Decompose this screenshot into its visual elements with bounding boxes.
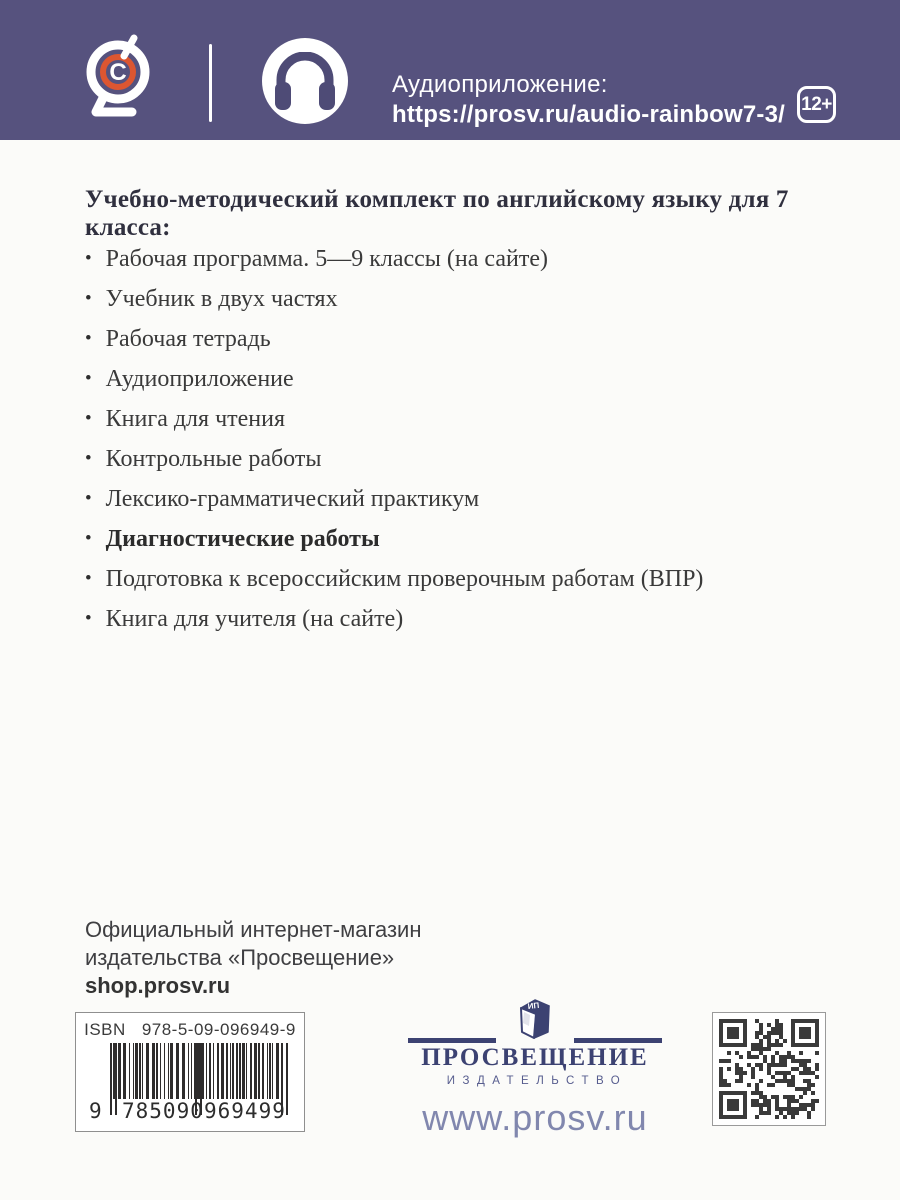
kit-list-item bbox=[85, 280, 805, 320]
bullet-icon: • bbox=[85, 568, 92, 589]
svg-text:ИП: ИП bbox=[527, 1000, 540, 1011]
qr-code bbox=[712, 1012, 826, 1126]
bullet-icon: • bbox=[85, 488, 92, 509]
rainbow-series-logo-icon bbox=[82, 30, 154, 126]
audio-app-label: Аудиоприложение: bbox=[392, 71, 608, 98]
kit-item-label: Диагностические работы bbox=[105, 526, 380, 552]
shop-line-2: издательства «Просвещение» bbox=[85, 945, 395, 970]
kit-item-label: Книга для учителя (на сайте) bbox=[105, 606, 404, 632]
headphones-icon bbox=[262, 38, 348, 124]
logo-letter: C bbox=[109, 59, 127, 86]
bullet-icon: • bbox=[85, 608, 92, 629]
publisher-rule-right bbox=[574, 1038, 662, 1043]
kit-list-item bbox=[85, 440, 805, 480]
isbn-line bbox=[76, 1020, 304, 1040]
kit-list-item bbox=[85, 400, 805, 440]
audio-app-block bbox=[392, 70, 785, 130]
ean-group-1: 785090 bbox=[122, 1099, 204, 1123]
kit-item-label: Рабочая тетрадь bbox=[105, 326, 271, 352]
shop-url: shop.prosv.ru bbox=[85, 973, 231, 998]
kit-list-item bbox=[85, 600, 805, 640]
publisher-url: www.prosv.ru bbox=[422, 1097, 648, 1138]
publisher-cube-icon bbox=[515, 996, 555, 1042]
kit-list-item bbox=[85, 480, 805, 520]
bullet-icon: • bbox=[85, 448, 92, 469]
kit-list bbox=[85, 240, 805, 640]
isbn-barcode bbox=[75, 1012, 305, 1132]
isbn-number: 978-5-09-096949-9 bbox=[141, 1020, 296, 1039]
publisher-subtitle: ИЗДАТЕЛЬСТВО bbox=[446, 1075, 628, 1087]
bullet-icon: • bbox=[85, 368, 92, 389]
kit-item-label: Контрольные работы bbox=[105, 446, 322, 472]
kit-list-item bbox=[85, 240, 805, 280]
bullet-icon: • bbox=[85, 408, 92, 429]
publisher-rule-left bbox=[408, 1038, 496, 1043]
header-divider bbox=[209, 44, 212, 122]
audio-app-url: https://prosv.ru/audio-rainbow7-3/ bbox=[392, 101, 786, 128]
kit-item-label: Подготовка к всероссийским проверочным работам (ВПР) bbox=[105, 566, 704, 592]
kit-list-item bbox=[85, 320, 805, 360]
kit-item-label: Рабочая программа. 5—9 классы (на сайте) bbox=[105, 246, 548, 272]
kit-item-label: Лексико-грамматический практикум bbox=[105, 486, 480, 512]
ean-first-digit: 9 bbox=[89, 1099, 103, 1123]
bullet-icon: • bbox=[85, 288, 92, 309]
kit-item-label: Учебник в двух частях bbox=[105, 286, 338, 312]
header-band bbox=[0, 0, 900, 140]
barcode-bars bbox=[110, 1043, 286, 1099]
ean-digits bbox=[76, 1099, 304, 1125]
kit-item-label: Аудиоприложение bbox=[105, 366, 294, 392]
ean-group-2: 969499 bbox=[204, 1099, 286, 1123]
shop-info bbox=[85, 916, 422, 1000]
page-title: Учебно-методический комплект по английскому языку для 7 класса: bbox=[85, 186, 789, 241]
kit-list-item bbox=[85, 560, 805, 600]
kit-item-label: Книга для чтения bbox=[105, 406, 286, 432]
bullet-icon: • bbox=[85, 248, 92, 269]
isbn-label: ISBN bbox=[84, 1020, 126, 1039]
shop-line-1: Официальный интернет-магазин bbox=[85, 917, 422, 942]
bullet-icon: • bbox=[85, 528, 92, 549]
bullet-icon: • bbox=[85, 328, 92, 349]
publisher-name: ПРОСВЕЩЕНИЕ bbox=[421, 1044, 649, 1071]
kit-list-item bbox=[85, 360, 805, 400]
age-rating-badge: 12+ bbox=[797, 86, 836, 123]
kit-list-item bbox=[85, 520, 805, 560]
publisher-logo bbox=[400, 996, 670, 1139]
